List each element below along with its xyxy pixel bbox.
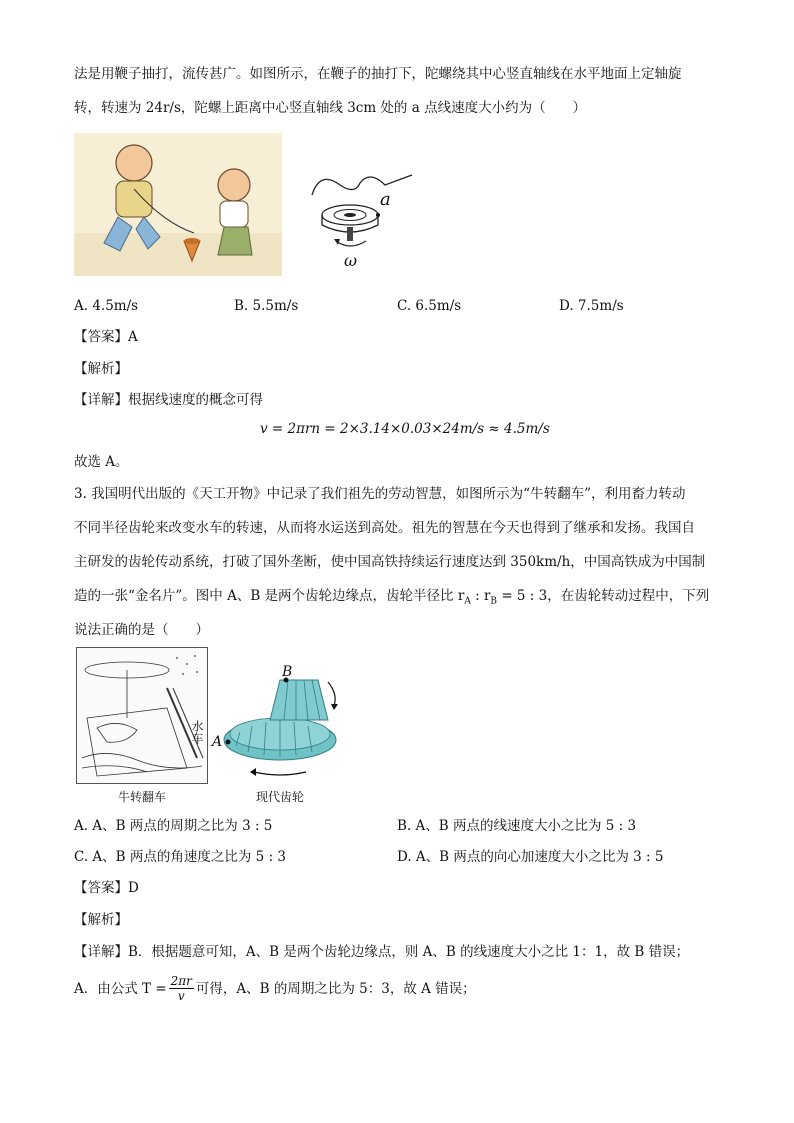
q2-option-d: D. 7.5m/s [559, 298, 624, 314]
q2-option-b: B. 5.5m/s [234, 298, 299, 314]
caption-gears: 现代齿轮 [256, 790, 305, 804]
q3-line-4: 造的一张“金名片”。图中 A、B 是两个齿轮边缘点，齿轮半径比 $r_A$ : $r_B = 5$ : 3，在齿轮转动过程中，下列 [74, 588, 710, 607]
q3-line-5: 说法正确的是（ ） [74, 622, 209, 638]
q3-option-a: A. A、B 两点的周期之比为 3 : 5 [74, 818, 273, 834]
label-B: B [282, 664, 293, 680]
label-A: A [212, 734, 223, 750]
caption-waterwheel: 牛转翻车 [118, 790, 167, 804]
bevel-gear-illustration [210, 662, 350, 782]
q2-option-c: C. 6.5m/s [397, 298, 462, 314]
q2-option-a: A. 4.5m/s [74, 298, 139, 314]
q2-analysis: 【解析】 [74, 361, 128, 377]
fraction: $\frac{2\pi r}{v}$ [170, 974, 192, 1003]
intro-line-2: 转，转速为 24r/s，陀螺上距离中心竖直轴线 3cm 处的 a 点线速度大小约为（ ） [74, 100, 587, 116]
q3-analysis: 【解析】 [74, 912, 128, 928]
q3-option-c: C. A、B 两点的角速度之比为 5 : 3 [74, 849, 286, 865]
q2-detail: 【详解】根据线速度的概念可得 [74, 392, 263, 408]
top-diagram [300, 165, 420, 275]
q2-answer: 【答案】A [74, 329, 138, 345]
waterwheel-label: 水车 [190, 720, 204, 744]
q3-option-b: B. A、B 两点的线速度大小之比为 5 : 3 [397, 818, 637, 834]
q2-conclusion: 故选 A。 [74, 454, 129, 470]
q2-formula: v = 2πrn = 2×3.14×0.03×24m/s ≈ 4.5m/s [260, 421, 550, 437]
q3-detail-2: A．由公式 T = $\frac{2\pi r}{v}$ 可得，A、B 的周期之比为 5：3，故 A 错误； [74, 974, 476, 1003]
q3-line-3: 主研发的齿轮传动系统，打破了国外垄断，使中国高铁持续运行速度达到 350km/h，中国高铁成为中国制 [74, 554, 706, 570]
q3-option-d: D. A、B 两点的向心加速度大小之比为 3 : 5 [397, 849, 664, 865]
waterwheel-illustration [76, 647, 208, 784]
top-spinning-illustration [74, 133, 282, 276]
q3-detail-1: 【详解】B．根据题意可知，A、B 是两个齿轮边缘点，则 A、B 的线速度大小之比 1：1，故 B 错误； [74, 944, 690, 960]
q3-line-2: 不同半径齿轮来改变水车的转速，从而将水运送到高处。祖先的智慧在今天也得到了继承和发扬。我国自 [74, 520, 695, 536]
q3-answer: 【答案】D [74, 880, 139, 896]
label-omega: ω [344, 251, 358, 270]
label-a: a [380, 189, 391, 210]
q3-line-1: 3. 我国明代出版的《天工开物》中记录了我们祖先的劳动智慧，如图所示为“牛转翻车”，利用畜力转动 [74, 486, 686, 502]
intro-line-1: 法是用鞭子抽打，流传甚广。如图所示，在鞭子的抽打下，陀螺绕其中心竖直轴线在水平地面上定轴旋 [74, 66, 682, 82]
